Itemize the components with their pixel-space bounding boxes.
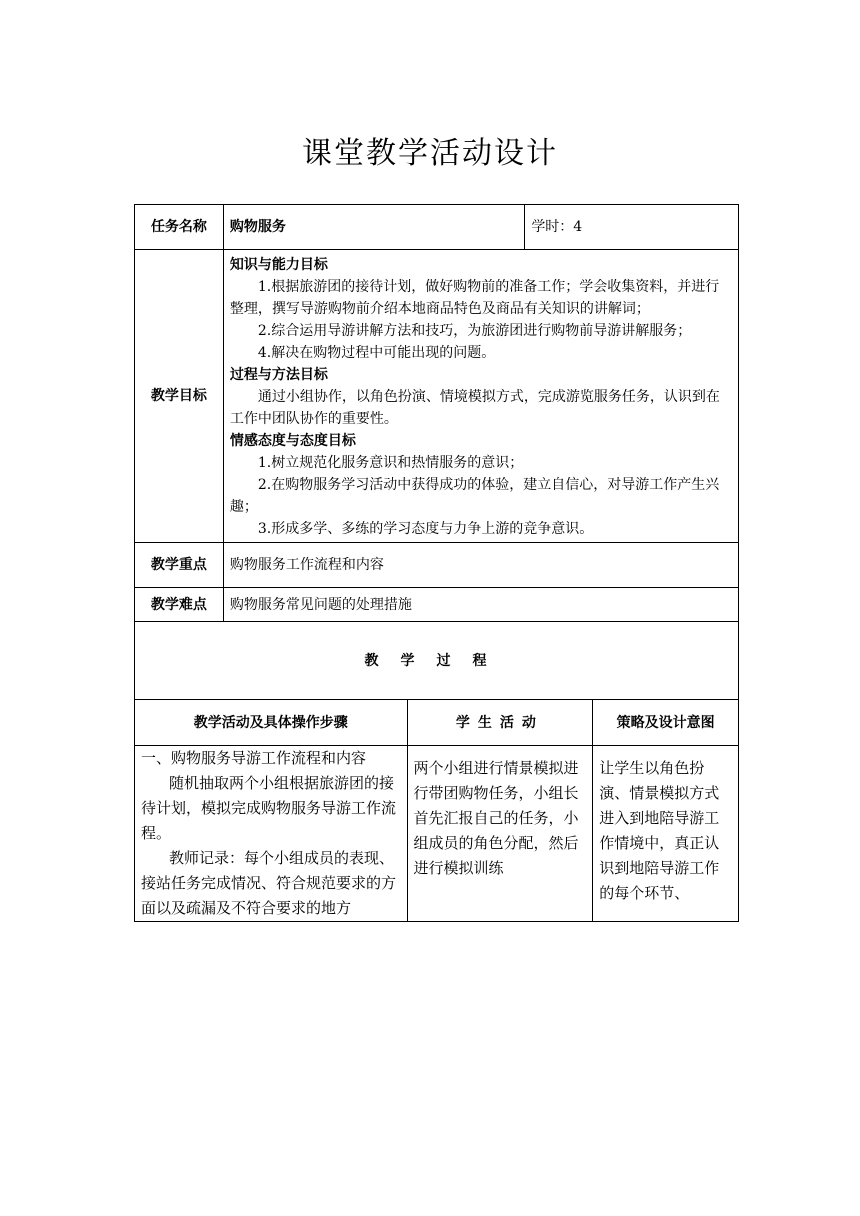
activity-paragraph: 随机抽取两个小组根据旅游团的接待计划，模拟完成购物服务导游工作流程。 xyxy=(141,774,397,842)
activity-cell xyxy=(135,746,408,922)
process-item: 通过小组协作，以角色扮演、情境模拟方式，完成游览服务任务，认识到在工作中团队协作的重要性。 xyxy=(229,389,720,427)
task-label: 任务名称 xyxy=(135,205,224,250)
knowledge-heading: 知识与能力目标 xyxy=(229,257,328,273)
objectives-content xyxy=(223,250,738,543)
attitude-item: 1.树立规范化服务意识和热情服务的意识； xyxy=(257,455,524,471)
objectives-row xyxy=(135,250,739,543)
key-point-value: 购物服务工作流程和内容 xyxy=(223,543,738,588)
table-row xyxy=(135,746,739,922)
task-value: 购物服务 xyxy=(223,205,524,250)
attitude-item: 2.在购物服务学习活动中获得成功的体验，建立自信心，对导游工作产生兴趣； xyxy=(229,477,720,515)
activity-heading: 一、购物服务导游工作流程和内容 xyxy=(141,749,367,767)
attitude-heading: 情感态度与态度目标 xyxy=(229,433,356,449)
column-student: 学生活动 xyxy=(455,714,544,731)
knowledge-item: 4.解决在购物过程中可能出现的问题。 xyxy=(257,345,496,361)
column-header-row xyxy=(135,700,739,746)
page-title: 课堂教学活动设计 xyxy=(302,136,558,171)
process-title-row xyxy=(135,622,739,700)
strategy-cell xyxy=(593,746,739,922)
key-point-label: 教学重点 xyxy=(135,543,224,588)
activity-paragraph: 教师记录：每个小组成员的表现、接站任务完成情况、符合规范要求的方面以及疏漏及不符合要求的地方 xyxy=(141,849,397,917)
difficulty-row xyxy=(135,588,739,622)
student-cell xyxy=(407,746,593,922)
knowledge-item: 2.综合运用导游讲解方法和技巧，为旅游团进行购物前导游讲解服务； xyxy=(257,323,692,339)
hours-value: 学时：4 xyxy=(525,205,739,250)
strategy-text: 让学生以角色扮演、情景模拟方式进入到地陪导游工作情境中，真正认识到地陪导游工作的每个环节、 xyxy=(599,759,720,902)
objectives-label: 教学目标 xyxy=(135,250,224,543)
column-strategy: 策略及设计意图 xyxy=(593,700,739,746)
difficulty-label: 教学难点 xyxy=(135,588,224,622)
column-activity: 教学活动及具体操作步骤 xyxy=(135,700,408,746)
process-heading: 过程与方法目标 xyxy=(229,367,328,383)
knowledge-item: 1.根据旅游团的接待计划，做好购物前的准备工作；学会收集资料，并进行整理，撰写导游购物前介绍本地商品特色及商品有关知识的讲解词； xyxy=(229,279,720,317)
attitude-item: 3.形成多学、多练的学习态度与力争上游的竞争意识。 xyxy=(257,521,594,537)
lesson-table xyxy=(134,204,739,922)
key-point-row xyxy=(135,543,739,588)
difficulty-value: 购物服务常见问题的处理措施 xyxy=(223,588,738,622)
student-activity: 两个小组进行情景模拟进行带团购物任务，小组长首先汇报自己的任务，小组成员的角色分配，然后进行模拟训练 xyxy=(413,759,579,877)
task-row xyxy=(135,205,739,250)
process-title: 教学过程 xyxy=(364,652,509,669)
